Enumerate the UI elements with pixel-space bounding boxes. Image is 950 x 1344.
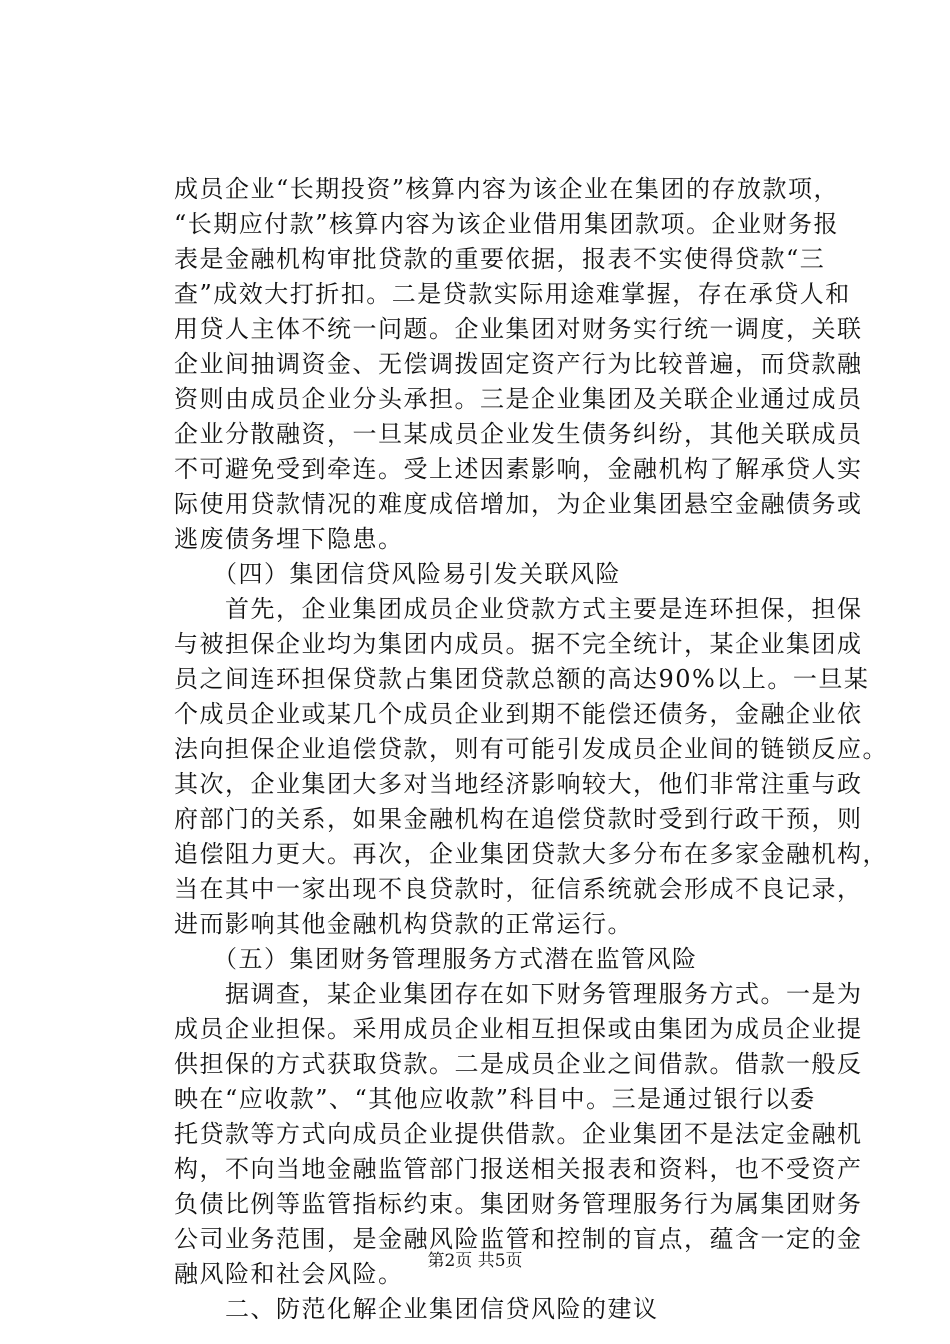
text-line: 负债比例等监管指标约束。集团财务管理服务行为属集团财务: [174, 1190, 863, 1218]
text-line: 成员企业担保。采用成员企业相互担保或由集团为成员企业提: [174, 1015, 863, 1043]
text-line: 其次，企业集团大多对当地经济影响较大，他们非常注重与政: [174, 770, 863, 798]
text-line: 企业分散融资，一旦某成员企业发生债务纠纷，其他关联成员: [174, 420, 863, 448]
section-heading: （四）集团信贷风险易引发关联风险: [174, 560, 621, 588]
text-line: 查”成效大打折扣。二是贷款实际用途难掌握，存在承贷人和: [174, 280, 851, 308]
text-line: 资则由成员企业分头承担。三是企业集团及关联企业通过成员: [174, 385, 863, 413]
text-line: 逃废债务埋下隐患。: [174, 525, 404, 553]
text-line: 际使用贷款情况的难度成倍增加，为企业集团悬空金融债务或: [174, 490, 863, 518]
text-line: 首先，企业集团成员企业贷款方式主要是连环担保，担保: [174, 595, 863, 623]
page-footer: 第2页 共5页: [427, 1251, 523, 1271]
text-line: 个成员企业或某几个成员企业到期不能偿还债务，金融企业依: [174, 700, 863, 728]
text-line: 企业间抽调资金、无偿调拨固定资产行为比较普遍，而贷款融: [174, 350, 863, 378]
text-line: 成员企业“长期投资”核算内容为该企业在集团的存放款项，: [174, 175, 840, 203]
section-heading: （五）集团财务管理服务方式潜在监管风险: [174, 945, 698, 973]
body-text: [174, 172, 888, 1327]
text-line: 与被担保企业均为集团内成员。据不完全统计，某企业集团成: [174, 630, 863, 658]
text-line: 供担保的方式获取贷款。二是成员企业之间借款。借款一般反: [174, 1050, 863, 1078]
text-line: 法向担保企业追偿贷款，则有可能引发成员企业间的链锁反应。: [174, 735, 888, 763]
text-line: “长期应付款”核算内容为该企业借用集团款项。企业财务报: [174, 210, 840, 238]
text-line: 构，不向当地金融监管部门报送相关报表和资料，也不受资产: [174, 1155, 863, 1183]
text-line: 映在“应收款”、“其他应收款”科目中。三是通过银行以委: [174, 1085, 816, 1113]
text-line: 融风险和社会风险。: [174, 1260, 404, 1288]
text-line: 不可避免受到牵连。受上述因素影响，金融机构了解承贷人实: [174, 455, 863, 483]
text-line: 当在其中一家出现不良贷款时，征信系统就会形成不良记录，: [174, 875, 863, 903]
text-line: 托贷款等方式向成员企业提供借款。企业集团不是法定金融机: [174, 1120, 863, 1148]
text-line: 追偿阻力更大。再次，企业集团贷款大多分布在多家金融机构，: [174, 840, 888, 868]
section-heading: 二、防范化解企业集团信贷风险的建议: [174, 1295, 659, 1323]
text-line: 府部门的关系，如果金融机构在追偿贷款时受到行政干预，则: [174, 805, 863, 833]
text-line: 用贷人主体不统一问题。企业集团对财务实行统一调度，关联: [174, 315, 863, 343]
text-line: 据调查，某企业集团存在如下财务管理服务方式。一是为: [174, 980, 863, 1008]
text-line: 表是金融机构审批贷款的重要依据，报表不实使得贷款“三: [174, 245, 826, 273]
text-line: 进而影响其他金融机构贷款的正常运行。: [174, 910, 633, 938]
text-line: 公司业务范围，是金融风险监管和控制的盲点，蕴含一定的金: [174, 1225, 863, 1253]
text-line: 员之间连环担保贷款占集团贷款总额的高达90%以上。一旦某: [174, 665, 870, 693]
